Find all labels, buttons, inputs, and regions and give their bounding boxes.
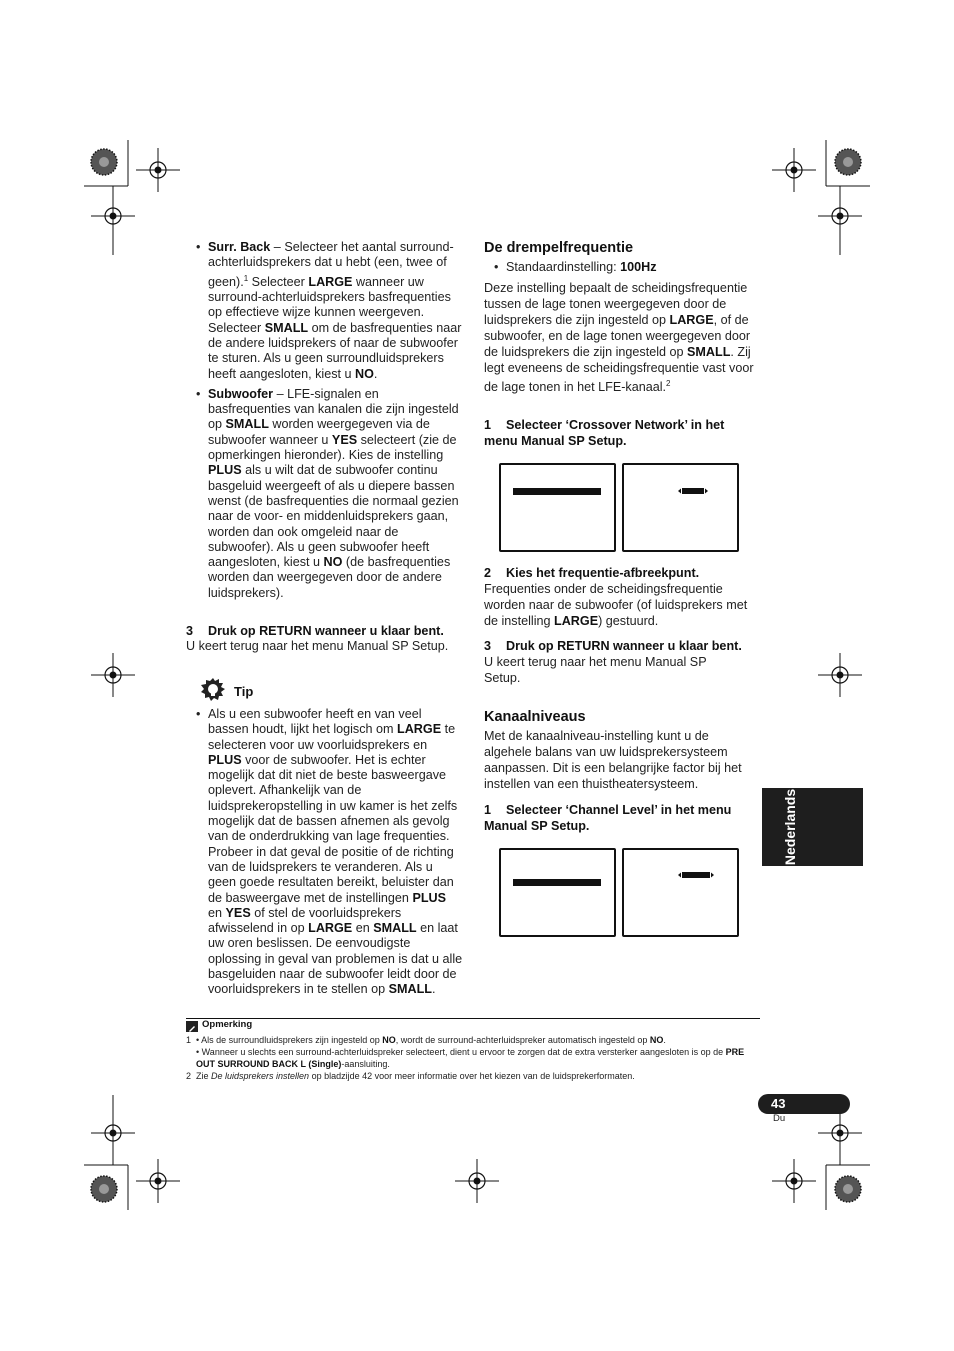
drempel-step-2: 2 Kies het frequentie-afbreekpunt. <box>484 566 700 580</box>
heading-kanaalniveaus: Kanaalniveaus <box>484 709 586 725</box>
page-number: 43 <box>771 1096 786 1111</box>
term-subwoofer: Subwoofer <box>208 386 274 401</box>
kanaal-paragraph: Met de kanaalniveau-instelling kunt u de algehele balans van uw luidsprekersysteem aanpassen. Dit is een belangrijke factor bij het instellen van een thuistheatersysteem. <box>484 729 742 791</box>
registration-bottom-center <box>455 1159 499 1203</box>
note-icon <box>186 1021 198 1032</box>
language-tab <box>762 788 863 866</box>
osd-screen-menu <box>499 463 616 552</box>
kanaal-step-1: 1 Selecteer ‘Channel Level’ in het menu Manual SP Setup. <box>484 803 732 833</box>
registration-top-left <box>84 140 180 255</box>
tip-body: • Als u een subwoofer heeft en van veel bassen houdt, lijkt het logisch om LARGE te selecteren voor uw voorluidsprekers en PLUS voor de subwoofer. Het is echter mogelijk dat dit niet de beste basweergave oplevert. Afhankelijk van de luidsprekeropstelling in uw kamer is het zelfs mogelijk dat de bassen afnemen als gevolg van de onderdrukking van lage frequenties. Probeer in dat geval de positie of de richting van de luidsprekers te veranderen. Als u geen goede resultaten bereikt, beluister dan de basweergave met de instellingen PLUS en YES of stel de voorluidsprekers afwisselend in op LARGE en SMALL en laat uw oren beslissen. De eenvoudigste oplossing in geval van problemen is dat u alle basgeluiden naar de subwoofer leidt door de voorluidsprekers in te stellen op SMALL. <box>196 707 463 997</box>
osd-screen-setting <box>622 463 739 552</box>
drempel-step-1: 1 Selecteer ‘Crossover Network’ in het menu Manual SP Setup. <box>484 418 725 448</box>
menu-highlight-bar <box>513 879 601 886</box>
footnote-1: 1 • Als de surroundluidsprekers zijn ingesteld op NO, wordt de surround-achterluidspreker automatisch ingesteld op NO. <box>186 1035 666 1045</box>
drempel-step-3: 3 Druk op RETURN wanneer u klaar bent. <box>484 639 742 653</box>
drempel-paragraph: Deze instelling bepaalt de scheidingsfrequentie tussen de lage tonen weergegeven door de luidsprekers die zijn ingesteld op LARGE, of de subwoofer, en de lage tonen weergegeven door de luidsprekers die zijn ingesteld op SMALL. Zij legt eveneens de scheidingsfrequentie vast voor de lage tonen in het LFE-kanaal.$^2$ <box>484 281 754 395</box>
term-surr-back: Surr. Back <box>208 240 271 254</box>
osd-screen-menu-2 <box>499 848 616 937</box>
notes-title: Opmerking <box>202 1019 253 1030</box>
list-item-surr-back: • Surr. Back – Selecteer het aantal surround-achterluidsprekers dat u hebt (een, twee of geen).$^1$ Selecteer LARGE wanneer uw surround-achterluidsprekers basfrequenties op effectieve wijze kunnen weergeven. Selecteer SMALL om de basfrequenties naar de andere luidsprekers of naar de subwoofer te sturen. Als u geen surroundluidsprekers heeft aangesloten, kiest u NO. <box>196 240 462 381</box>
list-item-subwoofer: • Subwoofer – LFE-signalen en basfrequenties van kanalen die zijn ingesteld op SMALL worden weergegeven via de subwoofer wanneer u YES selecteert (zie de opmerkingen hieronder). Kies de instelling PLUS als u wilt dat de subwoofer continu basgeluid weergeeft of als u diepere bassen wenst (de basfrequenties die normaal gezien naar de voor- en middenluidsprekers gaan, worden dan ook omgeleid naar de subwoofer). Als u geen subwoofer heeft aangesloten, kiest u NO (de basfrequenties worden dan weergegeven door de andere luidsprekers). <box>196 386 459 600</box>
registration-bottom-left <box>84 1095 180 1210</box>
tip-icon <box>200 677 226 703</box>
page-language-code: Du <box>773 1113 786 1124</box>
language-tab-label: Nederlands <box>782 788 798 866</box>
heading-drempelfrequentie: De drempelfrequentie <box>484 240 634 256</box>
footnote-1b: • Wanneer u slechts een surround-achterluidspreker selecteert, dient u ervoor te zorgen dat de extra versterker aangesloten is op de PRE OUT SURROUND BACK L (Single)-aansluiting. <box>196 1047 745 1069</box>
left-step-3: 3 Druk op RETURN wanneer u klaar bent. <box>186 624 444 638</box>
drempel-step-2-desc: Frequenties onder de scheidingsfrequentie worden naar de subwoofer (of luidsprekers met de instelling LARGE) gestuurd. <box>484 582 748 628</box>
footnote-ref-2: 2 <box>666 379 671 388</box>
default-setting: • Standaardinstelling: 100Hz <box>494 260 657 274</box>
registration-mid-right <box>818 653 862 697</box>
tip-title: Tip <box>234 684 254 699</box>
footnote-rule <box>186 1018 760 1019</box>
adjust-slider-icon <box>678 482 708 490</box>
footnote-ref-1: 1 <box>243 273 249 283</box>
page-number-badge <box>758 1094 850 1114</box>
registration-top-right <box>772 140 870 255</box>
menu-highlight-bar <box>513 488 601 495</box>
adjust-slider-icon <box>678 866 714 874</box>
drempel-step-3-desc: U keert terug naar het menu Manual SP Setup. <box>484 655 707 685</box>
osd-screen-setting-2 <box>622 848 739 937</box>
left-column <box>196 240 463 601</box>
footnote-2: 2 Zie De luidsprekers instellen op bladzijde 42 voor meer informatie over het kiezen van de luidsprekerformaten. <box>186 1071 635 1081</box>
left-step-3-desc: U keert terug naar het menu Manual SP Setup. <box>186 639 449 653</box>
registration-mid-left <box>91 653 135 697</box>
